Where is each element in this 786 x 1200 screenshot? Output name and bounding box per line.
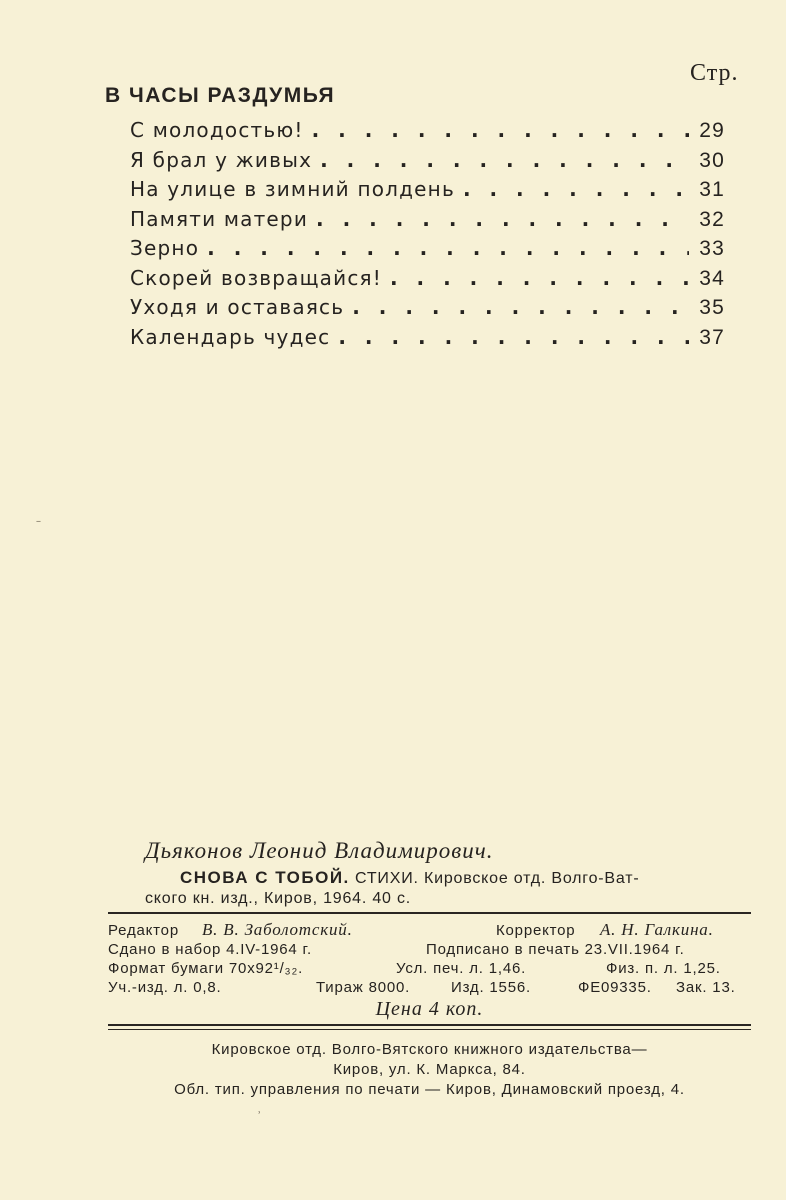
printer-line: Обл. тип. управления по печати — Киров, Динамовский проезд, 4. [174,1081,685,1098]
toc-entry-title: Я брал у живых [130,147,313,172]
publisher-line1: Кировское отд. Волго-Вятского книжного издательства— [211,1041,648,1058]
section-title: В ЧАСЫ РАЗДУМЬЯ [105,84,336,107]
table-of-contents [130,118,725,354]
divider-rule [108,912,751,914]
toc-entry [130,266,725,296]
corrector-name: А. Н. Галкина. [600,920,714,939]
toc-entry-page: 30 [699,148,725,172]
book-description-line2: ского кн. изд., Киров, 1964. 40 с. [145,890,412,907]
page-column-label: Стр. [690,60,739,86]
toc-entry-page: 33 [699,237,725,260]
divider-rule-thin [108,1029,751,1030]
toc-entry [130,177,725,207]
credits-line [108,922,751,941]
book-description [180,868,640,888]
editor-label: Редактор [108,922,179,939]
credits-line [108,941,751,960]
credits-line [108,979,751,998]
toc-entry-title: С молодостью! [130,118,304,142]
corrector-label: Корректор [496,922,576,939]
toc-entry-title: Зерно [130,236,200,260]
toc-entry-page: 34 [699,266,725,290]
dot-leader [207,236,689,260]
paper-format: Формат бумаги 70х92¹/₃₂. [108,960,304,977]
toc-entry-page: 35 [699,296,725,319]
signed-date: Подписано в печать 23.VII.1964 г. [426,941,685,958]
toc-entry-page: 37 [699,325,725,349]
order-number: Зак. 13. [676,979,736,996]
price: Цена 4 коп. [375,998,484,1020]
toc-entry [130,207,725,237]
dot-leader [390,266,689,290]
toc-entry-title: На улице в зимний полдень [130,177,455,201]
print-run: Тираж 8000. [316,979,411,996]
print-sheets: Усл. печ. л. 1,46. [396,960,527,977]
dot-leader [320,148,689,172]
toc-entry-title: Уходя и оставаясь [130,295,345,319]
toc-entry [130,325,725,355]
publisher-line2: Киров, ул. К. Маркса, 84. [333,1061,526,1078]
print-speck: ˒ [258,1108,262,1119]
toc-entry-page: 31 [699,178,725,201]
toc-entry-title: Скорей возвращайся! [130,265,382,290]
dot-leader [352,295,689,319]
toc-entry [130,118,725,148]
publication-code: ФЕ09335. [578,979,652,996]
toc-entry-title: Памяти матери [130,206,309,231]
editor-name: В. В. Заболотский. [202,920,353,939]
book-description-line1: СТИХИ. Кировское отд. Волго-Ват- [355,870,640,887]
book-title: СНОВА С ТОБОЙ. [180,868,350,887]
physical-sheets: Физ. п. л. 1,25. [606,960,721,977]
print-speck: – [36,516,41,527]
toc-entry [130,236,725,266]
dot-leader [463,177,689,201]
toc-entry [130,295,725,325]
dot-leader [312,118,689,142]
edition-number: Изд. 1556. [451,979,531,996]
author-name: Дьяконов Леонид Владимирович. [145,838,494,863]
dot-leader [338,325,689,349]
credits-line [108,960,751,979]
toc-entry-page: 32 [699,207,725,231]
dot-leader [316,207,689,231]
typeset-date: Сдано в набор 4.IV-1964 г. [108,941,312,958]
toc-entry-title: Календарь чудес [130,324,331,349]
publisher-sheets: Уч.-изд. л. 0,8. [108,979,222,996]
divider-rule [108,1024,751,1026]
toc-entry [130,148,725,178]
toc-entry-page: 29 [699,119,725,142]
